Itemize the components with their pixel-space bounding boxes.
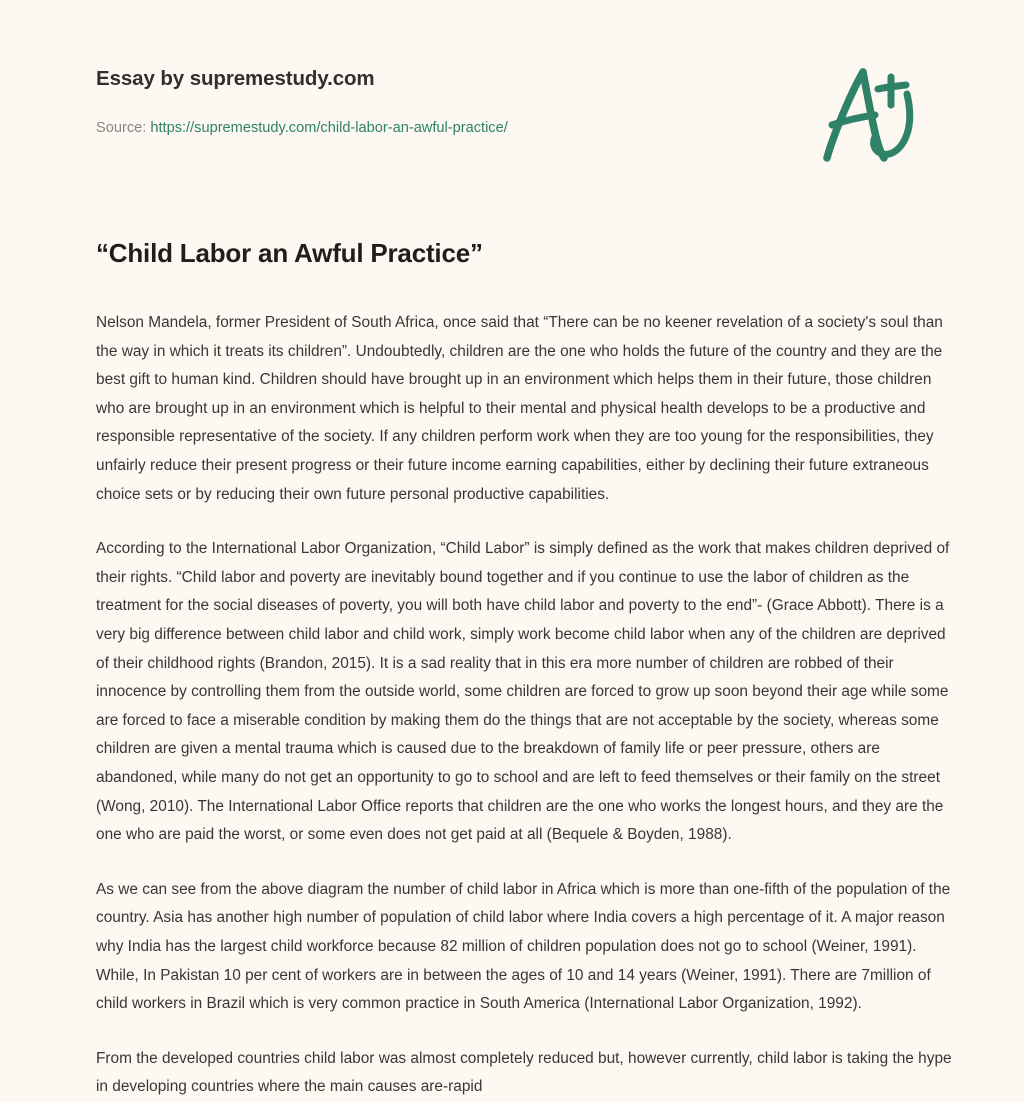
- page-header: [0, 0, 1024, 200]
- a-plus-logo-icon: [812, 58, 920, 172]
- source-label: Source:: [96, 120, 147, 136]
- paragraph-3: As we can see from the above diagram the number of child labor in Africa which is more than one-fifth of the population of the country. Asia has another high number of population of child labor where India covers a high percentage of it. A major reason why India has the largest child workforce because 82 million of children population does not go to school (Weiner, 1991). While, In Pakistan 10 per cent of workers are in between the ages of 10 and 14 years (Weiner, 1991). There are 7million of child workers in Brazil which is very common practice in South America (International Labor Organization, 1992).: [96, 880, 951, 1013]
- paragraph-4: From the developed countries child labor was almost completely reduced but, however currently, child labor is taking the hype in developing countries where the main causes are-rapid: [96, 1049, 952, 1096]
- paragraph-1: Nelson Mandela, former President of South Africa, once said that “There can be no keener revelation of a society's soul than the way in which it treats its children”. Undoubtedly, children are the one who holds the future of the country and they are the best gift to human kind. Children should have brought up in an environment which helps them in their future, those children who are brought up in an environment which is helpful to their mental and physical health develops to be a productive and responsible representative of the society. If any children perform work when they are too young for the responsibilities, they unfairly reduce their present progress or their future income earning capabilities, either by declining their future extraneous choice sets or by reducing their own future personal productive capabilities.: [96, 314, 943, 503]
- page-title: “Child Labor an Awful Practice”: [96, 238, 483, 268]
- brand-byline: Essay by supremestudy.com: [96, 67, 375, 90]
- source-line: [96, 120, 508, 136]
- essay-content: [96, 236, 952, 1102]
- source-url-link[interactable]: https://supremestudy.com/child-labor-an-awful-practice/: [150, 120, 508, 136]
- paragraph-2: According to the International Labor Organization, “Child Labor” is simply defined as the work that makes children deprived of their rights. “Child labor and poverty are inevitably bound together and if you continue to use the labor of children as the treatment for the social diseases of poverty, you will both have child labor and poverty to the end”- (Grace Abbott). There is a very big difference between child labor and child work, simply work become child labor when any of the children are deprived of their childhood rights (Brandon, 2015). It is a sad reality that in this era more number of children are robbed of their innocence by controlling them from the outside world, some children are forced to grow up soon beyond their age while some are forced to face a miserable condition by making them do the things that are not acceptable by the society, whereas some children are given a mental trauma which is caused due to the breakdown of family life or peer pressure, others are abandoned, while many do not get an opportunity to go to school and are left to feed themselves or their family on the street (Wong, 2010). The International Labor Office reports that children are the one who works the longest hours, and they are the one who are paid the worst, or some even does not get paid at all (Bequele & Boyden, 1988).: [96, 540, 950, 844]
